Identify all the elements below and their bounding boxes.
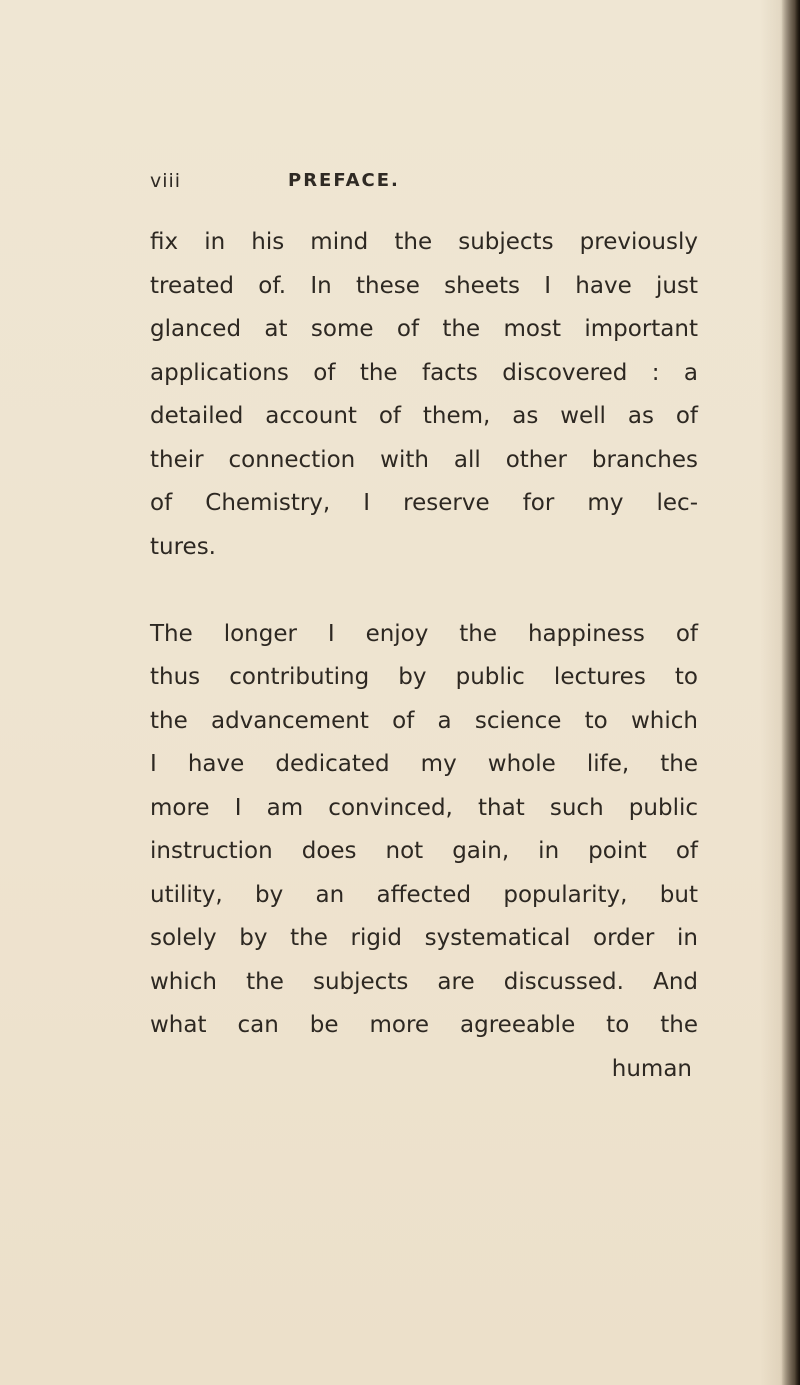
running-head: PREFACE. bbox=[288, 170, 400, 191]
page-header bbox=[150, 170, 710, 200]
text-line: glanced at some of the most important bbox=[150, 316, 698, 342]
text-line: what can be more agreeable to the bbox=[150, 1012, 698, 1038]
catchword: human bbox=[611, 1055, 692, 1082]
text-line: which the subjects are discussed. And bbox=[150, 968, 698, 995]
text-line: the advancement of a science to which bbox=[150, 707, 698, 734]
text-line: instruction does not gain, in point of bbox=[150, 838, 698, 864]
text-line: their connection with all other branches bbox=[150, 446, 698, 473]
text-line: utility, by an affected popularity, but bbox=[150, 881, 698, 908]
text-line: detailed account of them, as well as of bbox=[150, 403, 698, 429]
paragraph-1 bbox=[150, 221, 698, 569]
body-text bbox=[150, 221, 698, 1091]
binding-shadow bbox=[782, 0, 800, 1385]
text-line: The longer I enjoy the happiness of bbox=[150, 620, 698, 647]
paragraph-2 bbox=[150, 613, 698, 1048]
text-line: fix in his mind the subjects previously bbox=[150, 229, 698, 255]
text-line: applications of the facts discovered : a bbox=[150, 359, 698, 386]
text-line: treated of. In these sheets I have just bbox=[150, 272, 698, 299]
text-line: tures. bbox=[150, 533, 216, 560]
text-line: more I am convinced, that such public bbox=[150, 794, 698, 821]
text-line: solely by the rigid systematical order in bbox=[150, 925, 698, 951]
paragraph-gap bbox=[150, 569, 698, 613]
text-line: of Chemistry, I reserve for my lec- bbox=[150, 490, 698, 516]
page-number: viii bbox=[150, 170, 182, 192]
text-line: thus contributing by public lectures to bbox=[150, 664, 698, 690]
text-line: I have dedicated my whole life, the bbox=[150, 751, 698, 777]
